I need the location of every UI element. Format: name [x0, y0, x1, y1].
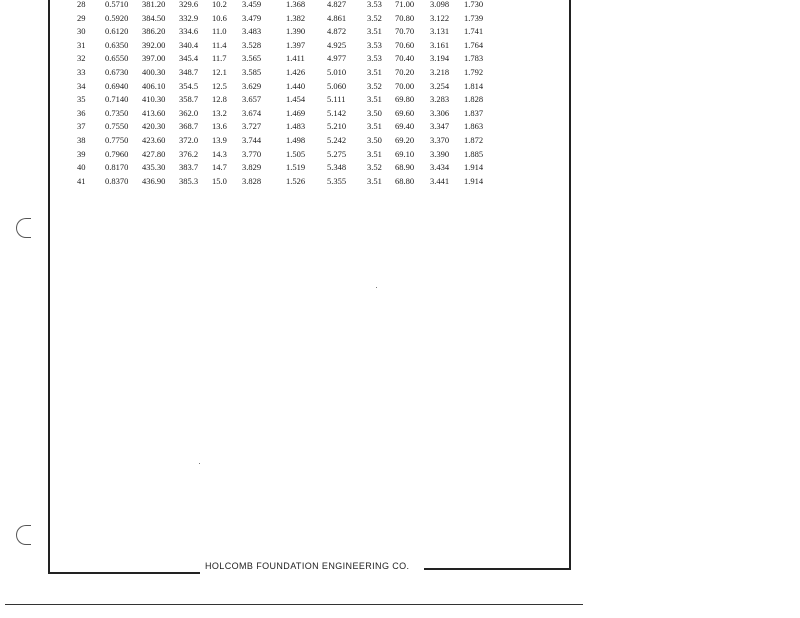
table-cell: 13.2 — [212, 107, 227, 118]
row-index-cell: 40 — [77, 162, 86, 173]
table-row — [70, 0, 494, 12]
table-cell: 3.829 — [242, 162, 262, 173]
table-cell: 1.739 — [464, 12, 484, 23]
table-cell: 11.4 — [212, 39, 227, 50]
page-frame-left-border — [48, 0, 50, 574]
table-cell: 384.50 — [142, 12, 166, 23]
table-cell: 3.51 — [367, 67, 382, 78]
table-cell: 71.00 — [395, 0, 415, 10]
row-index-cell: 31 — [77, 39, 86, 50]
table-cell: 10.6 — [212, 12, 227, 23]
table-cell: 345.4 — [179, 53, 199, 64]
page-frame-bottom-border-left — [48, 572, 200, 574]
table-cell: 68.90 — [395, 162, 415, 173]
table-cell: 340.4 — [179, 39, 199, 50]
table-cell: 1.814 — [464, 80, 484, 91]
table-cell: 3.52 — [367, 162, 382, 173]
table-cell: 1.526 — [286, 175, 306, 186]
table-cell: 4.861 — [327, 12, 347, 23]
table-cell: 3.254 — [430, 80, 450, 91]
table-cell: 1.914 — [464, 162, 484, 173]
row-index-cell: 28 — [77, 0, 86, 10]
table-cell: 0.6350 — [105, 39, 129, 50]
table-cell: 420.30 — [142, 121, 166, 132]
table-cell: 12.5 — [212, 80, 227, 91]
table-cell: 406.10 — [142, 80, 166, 91]
table-cell: 13.6 — [212, 121, 227, 132]
table-cell: 3.51 — [367, 94, 382, 105]
table-cell: 12.8 — [212, 94, 227, 105]
table-cell: 3.434 — [430, 162, 450, 173]
table-cell: 1.914 — [464, 175, 484, 186]
scan-speck — [376, 287, 377, 288]
table-cell: 5.010 — [327, 67, 347, 78]
table-cell: 3.390 — [430, 148, 450, 159]
row-index-cell: 41 — [77, 175, 86, 186]
table-cell: 376.2 — [179, 148, 199, 159]
table-cell: 1.730 — [464, 0, 484, 10]
table-cell: 0.8370 — [105, 175, 129, 186]
row-index-cell: 39 — [77, 148, 86, 159]
table-cell: 3.770 — [242, 148, 262, 159]
table-cell: 3.674 — [242, 107, 262, 118]
row-index-cell: 32 — [77, 53, 86, 64]
table-cell: 1.368 — [286, 0, 306, 10]
table-cell: 410.30 — [142, 94, 166, 105]
table-cell: 1.741 — [464, 26, 484, 37]
table-cell: 381.20 — [142, 0, 166, 10]
table-cell: 3.744 — [242, 134, 262, 145]
table-cell: 1.411 — [286, 53, 305, 64]
table-cell: 15.0 — [212, 175, 227, 186]
table-cell: 3.727 — [242, 121, 262, 132]
table-cell: 3.194 — [430, 53, 450, 64]
table-cell: 1.382 — [286, 12, 306, 23]
table-cell: 1.519 — [286, 162, 306, 173]
page-frame-bottom-border-right — [424, 568, 571, 570]
table-cell: 69.20 — [395, 134, 415, 145]
table-cell: 5.142 — [327, 107, 347, 118]
table-cell: 3.098 — [430, 0, 450, 10]
table-cell: 0.6730 — [105, 67, 129, 78]
table-cell: 436.90 — [142, 175, 166, 186]
table-cell: 3.528 — [242, 39, 262, 50]
table-row — [70, 148, 494, 162]
table-row — [70, 134, 494, 148]
table-cell: 354.5 — [179, 80, 199, 91]
table-cell: 1.397 — [286, 39, 306, 50]
table-cell: 3.52 — [367, 12, 382, 23]
table-cell: 3.441 — [430, 175, 450, 186]
row-index-cell: 33 — [77, 67, 86, 78]
table-cell: 3.370 — [430, 134, 450, 145]
table-cell: 3.483 — [242, 26, 262, 37]
table-cell: 3.479 — [242, 12, 262, 23]
table-cell: 1.469 — [286, 107, 306, 118]
test-data-table — [70, 0, 494, 188]
table-cell: 362.0 — [179, 107, 199, 118]
table-cell: 348.7 — [179, 67, 199, 78]
table-cell: 372.0 — [179, 134, 199, 145]
table-cell: 358.7 — [179, 94, 199, 105]
table-row — [70, 161, 494, 175]
table-cell: 1.837 — [464, 107, 484, 118]
table-cell: 69.10 — [395, 148, 415, 159]
row-index-cell: 38 — [77, 134, 86, 145]
test-data-table-body — [70, 0, 494, 188]
table-cell: 1.863 — [464, 121, 484, 132]
table-cell: 329.6 — [179, 0, 199, 10]
table-cell: 1.454 — [286, 94, 306, 105]
table-cell: 5.355 — [327, 175, 347, 186]
table-row — [70, 120, 494, 134]
table-cell: 383.7 — [179, 162, 199, 173]
table-row — [70, 52, 494, 66]
table-cell: 435.30 — [142, 162, 166, 173]
table-cell: 70.70 — [395, 26, 415, 37]
table-cell: 12.1 — [212, 67, 227, 78]
table-cell: 3.161 — [430, 39, 450, 50]
table-cell: 3.306 — [430, 107, 450, 118]
table-cell: 0.7140 — [105, 94, 129, 105]
table-cell: 0.6550 — [105, 53, 129, 64]
table-cell: 400.30 — [142, 67, 166, 78]
table-cell: 3.53 — [367, 39, 382, 50]
table-cell: 14.3 — [212, 148, 227, 159]
table-cell: 332.9 — [179, 12, 199, 23]
table-cell: 3.131 — [430, 26, 450, 37]
table-row — [70, 175, 494, 189]
table-cell: 4.925 — [327, 39, 347, 50]
table-cell: 14.7 — [212, 162, 227, 173]
table-cell: 3.51 — [367, 121, 382, 132]
table-row — [70, 39, 494, 53]
table-cell: 4.872 — [327, 26, 347, 37]
table-cell: 413.60 — [142, 107, 166, 118]
table-cell: 3.828 — [242, 175, 262, 186]
row-index-cell: 34 — [77, 80, 86, 91]
scan-speck — [199, 463, 200, 464]
table-cell: 13.9 — [212, 134, 227, 145]
table-cell: 4.827 — [327, 0, 347, 10]
binder-punch-hole-upper — [16, 218, 31, 238]
table-cell: 368.7 — [179, 121, 199, 132]
table-cell: 70.80 — [395, 12, 415, 23]
table-cell: 0.7350 — [105, 107, 129, 118]
page-edge-line — [5, 604, 583, 606]
table-cell: 5.111 — [327, 94, 346, 105]
table-row — [70, 12, 494, 26]
table-cell: 70.20 — [395, 67, 415, 78]
table-cell: 69.40 — [395, 121, 415, 132]
table-cell: 3.122 — [430, 12, 450, 23]
table-cell: 1.885 — [464, 148, 484, 159]
table-cell: 5.060 — [327, 80, 347, 91]
table-cell: 3.459 — [242, 0, 262, 10]
row-index-cell: 29 — [77, 12, 86, 23]
table-cell: 0.7750 — [105, 134, 129, 145]
table-cell: 70.40 — [395, 53, 415, 64]
table-cell: 10.2 — [212, 0, 227, 10]
table-cell: 1.440 — [286, 80, 306, 91]
table-cell: 0.6120 — [105, 26, 129, 37]
row-index-cell: 37 — [77, 121, 86, 132]
table-cell: 3.585 — [242, 67, 262, 78]
table-cell: 1.783 — [464, 53, 484, 64]
table-cell: 1.792 — [464, 67, 484, 78]
table-cell: 70.00 — [395, 80, 415, 91]
table-row — [70, 93, 494, 107]
table-cell: 3.50 — [367, 134, 382, 145]
table-cell: 423.60 — [142, 134, 166, 145]
table-cell: 69.60 — [395, 107, 415, 118]
table-cell: 0.5710 — [105, 0, 129, 10]
table-cell: 68.80 — [395, 175, 415, 186]
table-cell: 1.426 — [286, 67, 306, 78]
table-cell: 1.828 — [464, 94, 484, 105]
company-footer: HOLCOMB FOUNDATION ENGINEERING CO. — [205, 561, 410, 571]
table-cell: 3.51 — [367, 26, 382, 37]
row-index-cell: 35 — [77, 94, 86, 105]
table-cell: 3.218 — [430, 67, 450, 78]
table-cell: 70.60 — [395, 39, 415, 50]
table-cell: 5.275 — [327, 148, 347, 159]
table-cell: 1.505 — [286, 148, 306, 159]
table-cell: 3.629 — [242, 80, 262, 91]
table-cell: 0.7550 — [105, 121, 129, 132]
table-cell: 3.565 — [242, 53, 262, 64]
table-cell: 0.5920 — [105, 12, 129, 23]
table-cell: 1.390 — [286, 26, 306, 37]
table-cell: 0.6940 — [105, 80, 129, 91]
table-cell: 0.8170 — [105, 162, 129, 173]
table-cell: 3.50 — [367, 107, 382, 118]
table-cell: 69.80 — [395, 94, 415, 105]
row-index-cell: 30 — [77, 26, 86, 37]
table-cell: 386.20 — [142, 26, 166, 37]
table-cell: 1.498 — [286, 134, 306, 145]
table-cell: 3.283 — [430, 94, 450, 105]
table-cell: 334.6 — [179, 26, 199, 37]
table-cell: 385.3 — [179, 175, 199, 186]
table-cell: 427.80 — [142, 148, 166, 159]
table-cell: 1.872 — [464, 134, 484, 145]
table-cell: 3.347 — [430, 121, 450, 132]
table-cell: 1.764 — [464, 39, 484, 50]
table-row — [70, 80, 494, 94]
table-cell: 392.00 — [142, 39, 166, 50]
table-cell: 3.51 — [367, 148, 382, 159]
table-cell: 11.0 — [212, 26, 227, 37]
table-row — [70, 66, 494, 80]
table-cell: 11.7 — [212, 53, 227, 64]
table-cell: 3.51 — [367, 175, 382, 186]
table-cell: 4.977 — [327, 53, 347, 64]
table-row — [70, 25, 494, 39]
binder-punch-hole-lower — [16, 525, 31, 545]
table-cell: 1.483 — [286, 121, 306, 132]
table-cell: 5.210 — [327, 121, 347, 132]
table-cell: 5.242 — [327, 134, 347, 145]
table-cell: 3.53 — [367, 53, 382, 64]
table-cell: 0.7960 — [105, 148, 129, 159]
table-row — [70, 107, 494, 121]
table-cell: 3.53 — [367, 0, 382, 10]
row-index-cell: 36 — [77, 107, 86, 118]
page-frame-right-border — [569, 0, 571, 570]
table-cell: 3.657 — [242, 94, 262, 105]
table-cell: 5.348 — [327, 162, 347, 173]
table-cell: 397.00 — [142, 53, 166, 64]
table-cell: 3.52 — [367, 80, 382, 91]
